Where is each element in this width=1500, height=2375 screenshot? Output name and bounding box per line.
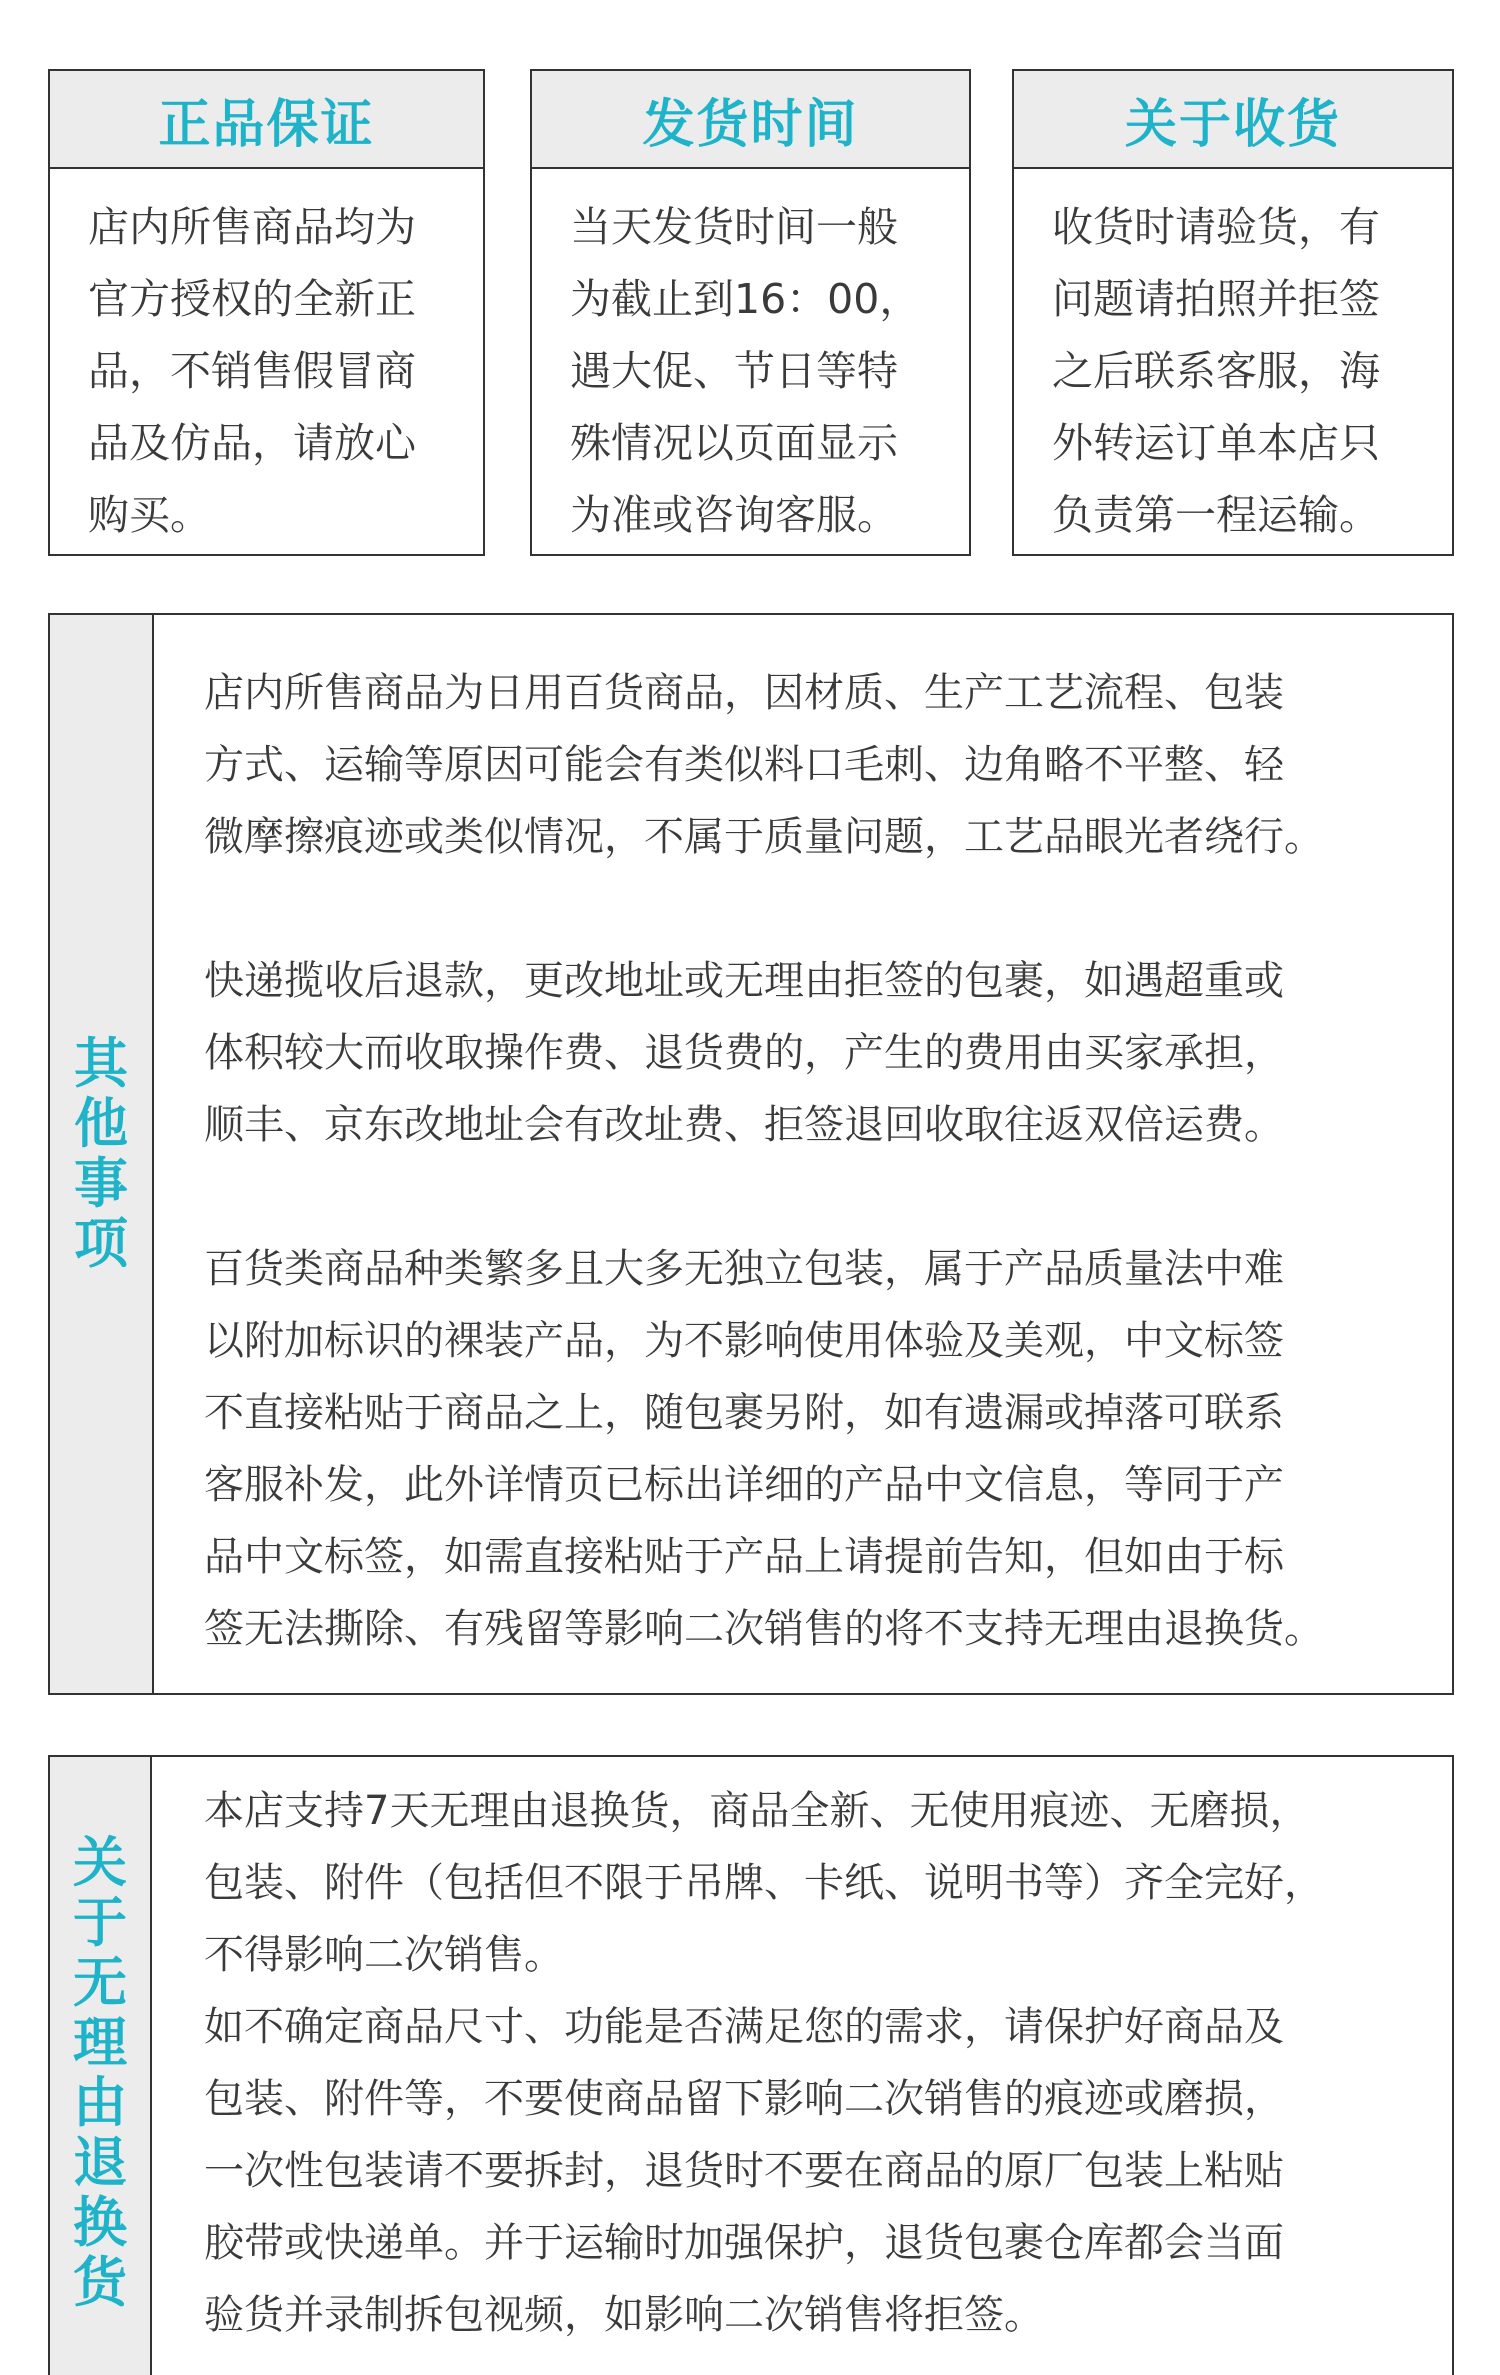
text-line: 品，不销售假冒商 [88, 347, 416, 395]
paragraph-labeling [204, 1233, 1422, 1665]
side-label-other-matters: 其他事项 [74, 1032, 128, 1275]
text-line: 当天发货时间一般 [570, 203, 898, 251]
returns-body [204, 1775, 1422, 2351]
text-line: 为准或咨询客服。 [570, 491, 898, 539]
text-line: 胶带或快递单。并于运输时加强保护，退货包裹仓库都会当面 [204, 2220, 1284, 2266]
text-line: 微摩擦痕迹或类似情况，不属于质量问题，工艺品眼光者绕行。 [204, 814, 1324, 860]
text-line: 官方授权的全新正 [88, 275, 416, 323]
side-tab-other-matters [50, 615, 154, 1693]
text-line: 以附加标识的裸装产品，为不影响使用体验及美观，中文标签 [204, 1318, 1284, 1364]
text-line: 品及仿品，请放心 [88, 419, 416, 467]
text-line: 快递揽收后退款，更改地址或无理由拒签的包裹，如遇超重或 [204, 958, 1284, 1004]
box-body-shipping [532, 169, 969, 551]
section-other-matters [48, 613, 1454, 1695]
box-shipping-time [530, 69, 971, 556]
text-line: 包装、附件等，不要使商品留下影响二次销售的痕迹或磨损， [204, 2076, 1284, 2122]
box-body-receiving [1014, 169, 1452, 551]
text-line: 店内所售商品为日用百货商品，因材质、生产工艺流程、包装 [204, 670, 1284, 716]
text-line: 验货并录制拆包视频，如影响二次销售将拒签。 [204, 2292, 1044, 2338]
side-tab-returns [50, 1757, 152, 2375]
text-line: 顺丰、京东改地址会有改址费、拒签退回收取往返双倍运费。 [204, 1102, 1284, 1148]
box-authentic-guarantee [48, 69, 485, 556]
box-body-authentic [50, 169, 483, 551]
other-matters-body [204, 657, 1422, 1665]
box-title-authentic: 正品保证 [50, 71, 483, 169]
text-line: 方式、运输等原因可能会有类似料口毛刺、边角略不平整、轻 [204, 742, 1284, 788]
paragraph-refund-fees [204, 945, 1422, 1161]
text-line: 外转运订单本店只 [1052, 419, 1380, 467]
text-line: 体积较大而收取操作费、退货费的，产生的费用由买家承担， [204, 1030, 1284, 1076]
text-line: 店内所售商品均为 [88, 203, 416, 251]
text-line: 包装、附件（包括但不限于吊牌、卡纸、说明书等）齐全完好， [204, 1860, 1324, 1906]
text-line: 本店支持7天无理由退换货，商品全新、无使用痕迹、无磨损， [204, 1788, 1310, 1834]
text-line: 一次性包装请不要拆封，退货时不要在商品的原厂包装上粘贴 [204, 2148, 1284, 2194]
text-line: 遇大促、节日等特 [570, 347, 898, 395]
text-line: 品中文标签，如需直接粘贴于产品上请提前告知，但如由于标 [204, 1534, 1284, 1580]
box-title-receiving: 关于收货 [1014, 71, 1452, 169]
text-line: 收货时请验货，有 [1052, 203, 1380, 251]
section-returns [48, 1755, 1454, 2375]
text-line: 如不确定商品尺寸、功能是否满足您的需求，请保护好商品及 [204, 2004, 1284, 2050]
text-line: 客服补发，此外详情页已标出详细的产品中文信息，等同于产 [204, 1462, 1284, 1508]
text-line: 签无法撕除、有残留等影响二次销售的将不支持无理由退换货。 [204, 1606, 1324, 1652]
text-line: 问题请拍照并拒签 [1052, 275, 1380, 323]
text-line: 为截止到16：00， [570, 275, 921, 323]
text-line: 不得影响二次销售。 [204, 1932, 564, 1978]
text-line: 百货类商品种类繁多且大多无独立包装，属于产品质量法中难 [204, 1246, 1284, 1292]
text-line: 负责第一程运输。 [1052, 491, 1380, 539]
box-receiving [1012, 69, 1454, 556]
paragraph-quality [204, 657, 1422, 873]
text-line: 不直接粘贴于商品之上，随包裹另附，如有遗漏或掉落可联系 [204, 1390, 1284, 1436]
box-title-shipping: 发货时间 [532, 71, 969, 169]
text-line: 殊情况以页面显示 [570, 419, 898, 467]
text-line: 购买。 [88, 491, 211, 539]
side-label-returns: 关于无理由退换货 [73, 1831, 127, 2314]
text-line: 之后联系客服，海 [1052, 347, 1380, 395]
